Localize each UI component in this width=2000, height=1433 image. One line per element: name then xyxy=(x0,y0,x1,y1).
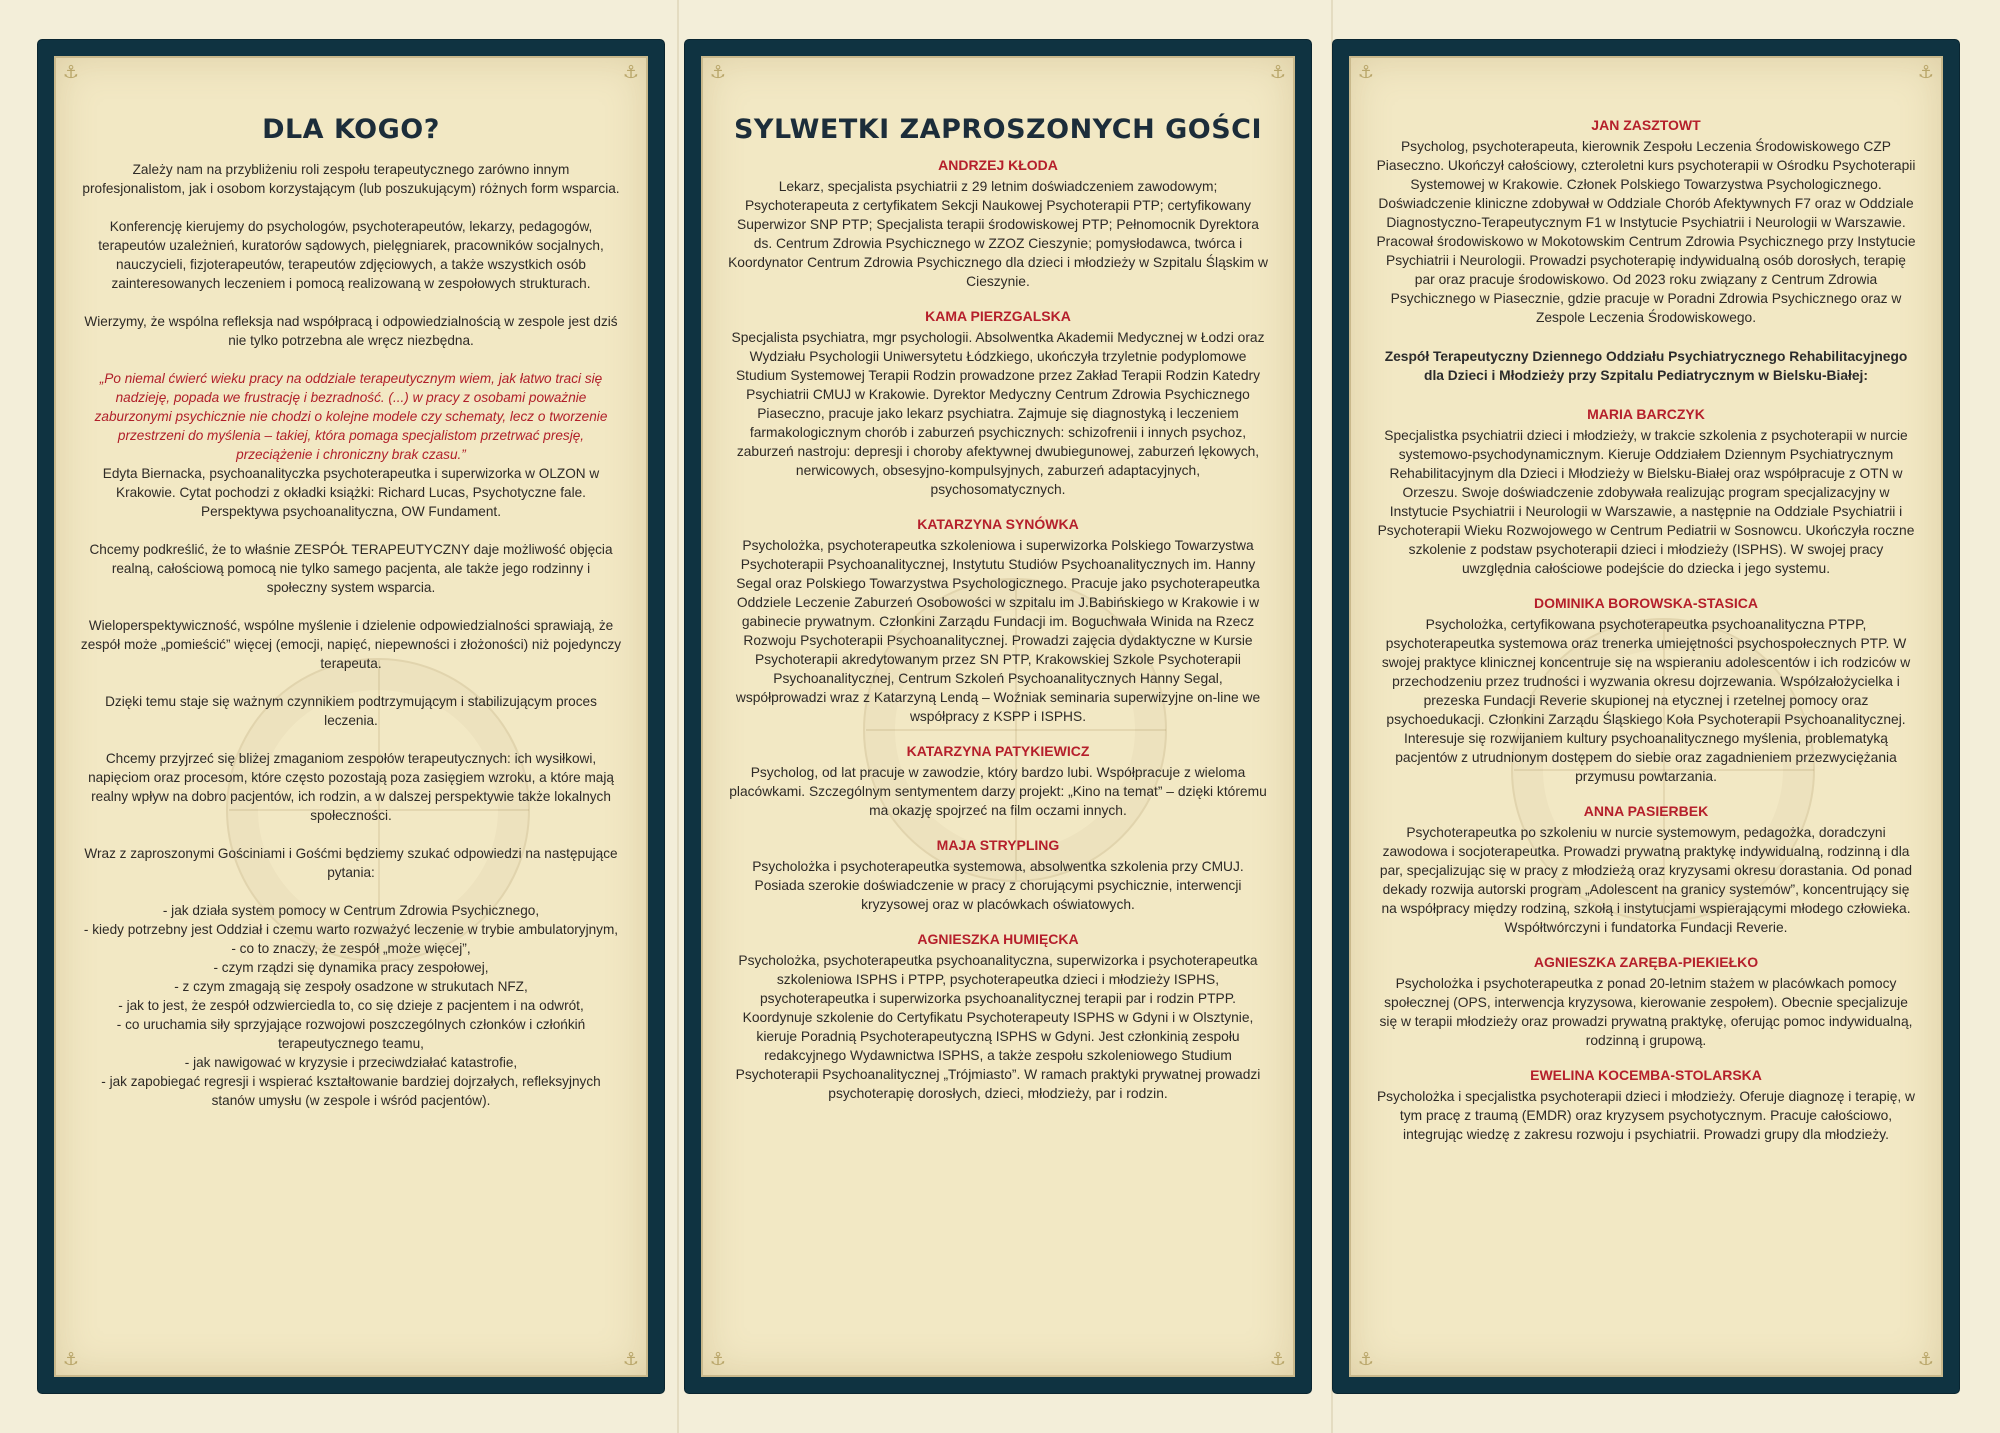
anchor-icon: ⚓ xyxy=(62,62,80,83)
guest-name: DOMINIKA BOROWSKA-STASICA xyxy=(1534,595,1758,611)
team-paragraph: Chcemy podkreślić, że to właśnie ZESPÓŁ TERAPEUTYCZNY daje możliwość objęcia realną, całościową pomocą nie tylko samego pacjenta, ale także jego rodzinny i społeczny system wsparcia. xyxy=(89,542,613,595)
questions-intro: Wraz z zaproszonymi Gościniami i Gośćmi będziemy szukać odpowiedzi na następujące pytania: xyxy=(84,846,618,880)
guest-bio: Psycholożka, certyfikowana psychoterapeutka psychoanalityczna PTPP, psychoterapeutka systemowa oraz trenerka umiejętności psychospołecznych PTP. W swojej praktyce klinicznej koncentruje się na wspieraniu adolescentów i ich rodziców w przechodzeniu przez trudności i wyzwania okresu dojrzewania. Współzałożycielka i prezeska Fundacji Reverie skupionej na etycznej i rzetelnej pomocy oraz psychoedukacji. Członkini Zarządu Śląskiego Koła Psychoterapii Psychoanalitycznej. Interesuje się rozwijaniem kultury psychoanalitycznego myślenia, problematyką pacjentów z utrudnionym dostępem do siebie oraz zagadnieniem przezwyciężania przymusu powtarzania. xyxy=(1381,617,1911,784)
panel-parchment xyxy=(1349,56,1943,1377)
guest-name: KATARZYNA PATYKIEWICZ xyxy=(906,743,1090,759)
anchor-icon: ⚓ xyxy=(1917,62,1935,83)
guest-name: KAMA PIERZGALSKA xyxy=(925,308,1071,324)
anchor-icon: ⚓ xyxy=(709,62,727,83)
guest-name: AGNIESZKA ZARĘBA-PIEKIEŁKO xyxy=(1533,954,1759,970)
panel-guests xyxy=(685,40,1311,1393)
list-item: - czym rządzi się dynamika pracy zespołowej, xyxy=(213,960,489,975)
guest-name: MARIA BARCZYK xyxy=(1587,406,1705,422)
guest-name: AGNIESZKA HUMIĘCKA xyxy=(917,931,1079,947)
anchor-icon: ⚓ xyxy=(622,62,640,83)
guest-name: ANDRZEJ KŁODA xyxy=(938,157,1058,173)
anchor-icon: ⚓ xyxy=(62,1349,80,1370)
list-item: - co uruchamia siły sprzyjające rozwojowi poszczególnych członków i człońkiń terapeutycznego teamu, xyxy=(116,1017,586,1051)
list-item: - jak to jest, że zespół odzwierciedla to, co się dzieje z pacjentem i na odwrót, xyxy=(118,998,584,1013)
guest-name: EWELINA KOCEMBA-STOLARSKA xyxy=(1530,1067,1762,1083)
anchor-icon: ⚓ xyxy=(1357,62,1375,83)
guest-bio: Psycholożka i specjalistka psychoterapii dzieci i młodzieży. Oferuje diagnozę i terapię, w tym pracę z traumą (EMDR) oraz kryzysem psychotycznym. Pracuje całościowo, integrując wiedzę z zakresu rozwoju i psychiatrii. Prowadzi grupy dla młodzieży. xyxy=(1376,1089,1916,1142)
guest-bio: Psycholożka, psychoterapeutka psychoanalityczna, superwizorka i psychoterapeutka szkoleniowa ISPHS i PTPP, psychoterapeutka dzieci i młodzieży ISPHS, psychoterapeutka i superwizorka psychoanalitycznej terapii par i rodzin PTPP. Koordynuje szkolenie do Certyfikatu Psychoterapeuty ISPHS w Gdyni i w Olsztynie, kieruje Poradnią Psychoterapeutyczną ISPHS w Gdyni. Jest członkinią zespołu redakcyjnego Wydawnictwa ISPHS, a także zespołu szkoleniowego Studium Psychoterapii Psychoanalitycznej „Trójmiasto”. W ramach praktyki prywatnej prowadzi psychoterapię dorosłych, dzieci, młodzieży, par i rodzin. xyxy=(735,953,1261,1101)
anchor-icon: ⚓ xyxy=(1269,62,1287,83)
panel-team xyxy=(1333,40,1959,1393)
panel-title: SYLWETKI ZAPROSZONYCH GOŚCI xyxy=(733,114,1263,145)
anchor-icon: ⚓ xyxy=(1269,1349,1287,1370)
anchor-icon: ⚓ xyxy=(622,1349,640,1370)
struggles-paragraph: Chcemy przyjrzeć się bliżej zmaganiom zespołów terapeutycznych: ich wysiłkowi, napięciom oraz procesom, które często pozostają poza zasięgiem wzroku, a które mają realny wpływ na dobro pacjentów, ich rodzin, a w dalszej perspektywie także lokalnych społeczności. xyxy=(88,751,614,823)
guest-bio: Psycholożka i psychoterapeutka systemowa, absolwentka szkolenia przy CMUJ. Posiada szerokie doświadczenie w pracy z chorującymi psychicznie, interwencji kryzysowej oraz w placówkach oświatowych. xyxy=(752,859,1244,912)
list-item: - jak zapobiegać regresji i wspierać kształtowanie bardziej dojrzałych, refleksyjnych stanów umysłu (w zespole i wśród pacjentów). xyxy=(101,1074,601,1108)
quote-source: Edyta Biernacka, psychoanalityczka psychoterapeutka i superwizorka w OLZON w Krakowie. Cytat pochodzi z okładki książki: Richard Lucas, Psychotyczne fale. Perspektywa psychoanalityczna, OW Fundament. xyxy=(102,466,600,519)
anchor-icon: ⚓ xyxy=(1357,1349,1375,1370)
anchor-icon: ⚓ xyxy=(1917,1349,1935,1370)
list-item: - co to znaczy, że zespół „może więcej”, xyxy=(231,941,471,956)
anchor-icon: ⚓ xyxy=(709,1349,727,1370)
panel-title: DLA KOGO? xyxy=(262,114,440,145)
guest-bio: Specjalistka psychiatrii dzieci i młodzieży, w trakcie szkolenia z psychoterapii w nurcie systemowo-psychodynamicznym. Kieruje Oddziałem Dziennym Psychiatrycznym Rehabilitacyjnym dla Dzieci i Młodzieży w Bielsku-Białej oraz współpracuje z OTN w Orzeszu. Swoje doświadczenie zdobywała realizując program specjalizacyjny w Instytucie Psychiatrii i Neurologii w Warszawie, a następnie na Oddziale Psychiatrii i Psychoterapii Wieku Rozwojowego w Centrum Pediatrii w Sosnowcu. Ukończyła roczne szkolenie z podstaw psychoterapii dzieci i młodzieży (ISPHS). W swojej pracy uwzględnia całościowe podejście do dziecka i jego systemu. xyxy=(1377,428,1915,576)
guest-bio: Psycholog, psychoterapeuta, kierownik Zespołu Leczenia Środowiskowego CZP Piaseczno. Ukończył całościowy, czteroletni kurs psychoterapii w Ośrodku Psychoterapii Systemowej w Krakowie. Członek Polskiego Towarzystwa Psychologicznego. Doświadczenie kliniczne zdobywał w Oddziale Chorób Afektywnych F7 oraz w Oddziale Diagnostyczno-Terapeutycznym F1 w Instytucie Psychiatrii i Neurologii w Warszawie. Pracował środowiskowo w Mokotowskim Centrum Zdrowia Psychicznego przy Instytucie Psychiatrii i Neurologii. Prowadzi psychoterapię indywidualną osób dorosłych, terapię par oraz pracuje środowiskowo. Od 2023 roku związany z Centrum Zdrowia Psychicznego w Piasecznie, gdzie pracuje w Poradni Zdrowia Psychicznego oraz w Zespole Leczenia Środowiskowego. xyxy=(1376,139,1916,325)
guest-name: MAJA STRYPLING xyxy=(936,837,1060,853)
list-item: - jak działa system pomocy w Centrum Zdrowia Psychicznego, xyxy=(162,903,540,918)
belief-paragraph: Wierzymy, że wspólna refleksja nad współpracą i odpowiedzialnością w zespole jest dziś nie tylko potrzebna ale wręcz niezbędna. xyxy=(84,314,618,348)
guest-bio: Lekarz, specjalista psychiatrii z 29 letnim doświadczeniem zawodowym; Psychoterapeuta z certyfikatem Sekcji Naukowej Psychoterapii PTP; certyfikowany Superwizor SNP PTP; Specjalista terapii środowiskowej PTP; Pełnomocnik Dyrektora ds. Centrum Zdrowia Psychicznego w ZZOZ Cieszynie; pomysłodawca, twórca i Koordynator Centrum Zdrowia Psychicznego dla dzieci i młodzieży w Szpitalu Śląskim w Cieszynie. xyxy=(728,179,1268,289)
guest-bio: Psycholog, od lat pracuje w zawodzie, który bardzo lubi. Współpracuje z wieloma placówkami. Szczególnym sentymentem darzy projekt: „Kino na temat” – dzięki któremu ma okazję spojrzeć na film oczami innych. xyxy=(729,765,1267,818)
panel-dla-kogo xyxy=(38,40,664,1393)
quote: „Po niemal ćwierć wieku pracy na oddziale terapeutycznym wiem, jak łatwo traci się nadzieję, popada we frustrację i bezradność. (...) w pracy z osobami poważnie zaburzonymi psychicznie nie chodzi o kolejne modele czy schematy, lecz o tworzenie przestrzeni do myślenia – takiej, która pomaga specjalistom przetrwać presję, przeciążenie i chroniczny brak czasu.” xyxy=(94,371,608,462)
guest-bio: Psycholożka, psychoterapeutka szkoleniowa i superwizorka Polskiego Towarzystwa Psychoterapii Psychoanalitycznej, Instytutu Studiów Psychoanalitycznych im. Hanny Segal oraz Polskiego Towarzystwa Psychologicznego. Pracuje jako psychoterapeutka Oddziele Leczenie Zaburzeń Osobowości w szpitalu im J.Babińskiego w Krakowie i w gabinecie prywatnym. Członkini Zarządu Fundacji im. Boguchwała Winida na Rzecz Rozwoju Psychoterapii Psychoanalitycznej. Prowadzi zajęcia dydaktyczne w Kursie Psychoterapii akredytowanym przez SN PTP, Krakowskiej Szkole Psychoterapii Psychoanalitycznej, Centrum Szkoleń Psychoanalitycznych Hanny Segal, współprowadzi wraz z Katarzyną Lendą – Woźniak seminaria superwizyjne on-line we współpracy z KSPP i ISPHS. xyxy=(735,538,1261,724)
list-item: - kiedy potrzebny jest Oddział i czemu warto rozważyć leczenie w trybie ambulatoryjnym, xyxy=(83,922,619,937)
guest-name: JAN ZASZTOWT xyxy=(1591,117,1701,133)
audience-paragraph: Konferencję kierujemy do psychologów, psychoterapeutów, lekarzy, pedagogów, terapeutów uzależnień, kuratorów sądowych, pielęgniarek, pracowników socjalnych, nauczycieli, fizjoterapeutów, terapeutów zdjęciowych, a także wszystkich osób zainteresowanych leczeniem i pomocą realizowaną w zespołowych strukturach. xyxy=(98,219,604,291)
team-heading: Zespół Terapeutyczny Dziennego Oddziału Psychiatrycznego Rehabilitacyjnego dla Dzieci i Młodzieży przy Szpitalu Pediatrycznym w Bielsku-Białej: xyxy=(1384,349,1908,383)
questions-list xyxy=(80,901,622,1110)
panel-parchment xyxy=(54,56,648,1377)
guest-bio: Psycholożka i psychoterapeutka z ponad 20-letnim stażem w placówkach pomocy społecznej (OPS, interwencja kryzysowa, kierowanie zespołem). Obecnie specjalizuje się w terapii młodzieży oraz prowadzi prywatną praktykę, oferując pomoc indywidualną, rodzinną i grupową. xyxy=(1379,976,1913,1048)
guest-bio: Specjalista psychiatra, mgr psychologii. Absolwentka Akademii Medycznej w Łodzi oraz Wydziału Psychologii Uniwersytetu Łódzkiego, ukończyła trzyletnie podyplomowe Studium Systemowej Terapii Rodzin prowadzone przez Zakład Terapii Rodzin Katedry Psychiatrii CMUJ w Krakowie. Dyrektor Medyczny Centrum Zdrowia Psychicznego Piaseczno, pracuje jako lekarz psychiatra. Zajmuje się diagnostyką i leczeniem farmakologicznym chorób i zaburzeń psychicznych: schizofrenii i innych psychoz, zaburzeń nastroju: depresji i choroby afektywnej dwubiegunowej, zaburzeń lękowych, nerwicowych, obsesyjno-kompulsyjnych, zaburzeń adaptacyjnych, psychosomatycznych. xyxy=(731,330,1265,497)
list-item: - jak nawigować w kryzysie i przeciwdziałać katastrofie, xyxy=(184,1055,518,1070)
panel-parchment xyxy=(701,56,1295,1377)
stabilizing-paragraph: Dzięki temu staje się ważnym czynnikiem podtrzymującym i stabilizującym proces leczenia. xyxy=(105,694,597,728)
guest-bio: Psychoterapeutka po szkoleniu w nurcie systemowym, pedagożka, doradczyni zawodowa i socjoterapeutka. Prowadzi prywatną praktykę indywidualną, rodzinną i dla par, specjalizując się w pracy z młodzieżą oraz kryzysami okresu dorastania. Od ponad dekady rozwija autorski program „Adolescent na granicy systemów”, koncentrujący się na współpracy między rodziną, szkołą i instytucjami wspierającymi młodego człowieka. Współtwórczyni i fundatorka Fundacji Reverie. xyxy=(1379,825,1913,935)
list-item: - z czym zmagają się zespoły osadzone w strukutach NFZ, xyxy=(174,979,528,994)
perspective-paragraph: Wieloperspektywiczność, wspólne myślenie i dzielenie odpowiedzialności sprawiają, że zespół może „pomieścić” więcej (emocji, napięć, niepewności i złożoności) niż pojedynczy terapeuta. xyxy=(80,618,622,671)
guest-name: ANNA PASIERBEK xyxy=(1583,803,1709,819)
intro-paragraph: Zależy nam na przybliżeniu roli zespołu terapeutycznego zarówno innym profesjonalistom, jak i osobom korzystającym (lub poszukującym) różnych form wsparcia. xyxy=(82,162,620,196)
guest-name: KATARZYNA SYNÓWKA xyxy=(917,516,1079,532)
